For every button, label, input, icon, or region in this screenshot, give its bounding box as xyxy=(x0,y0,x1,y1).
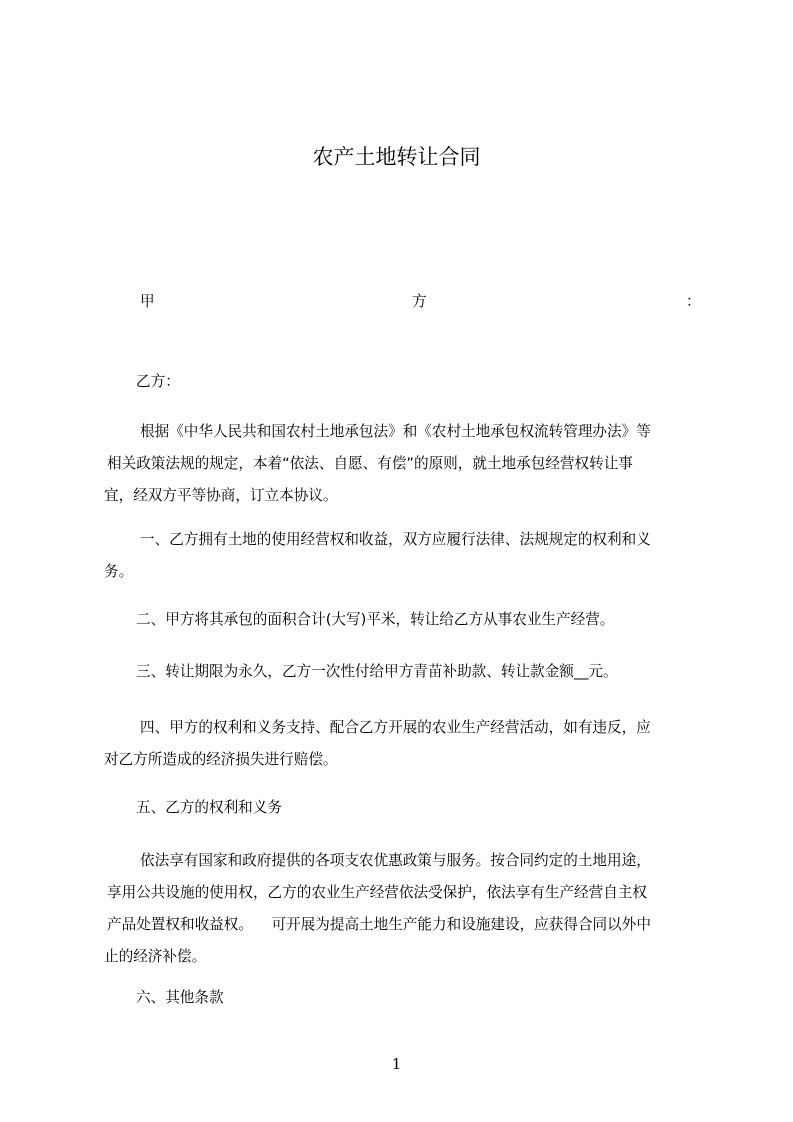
clause-line: 务。 xyxy=(104,563,134,580)
preamble-paragraph xyxy=(104,416,704,512)
page-number: 1 xyxy=(391,1055,402,1073)
clause-1 xyxy=(104,524,704,588)
preamble-line: 根据《中华人民共和国农村土地承包法》和《农村土地承包权流转管理办法》等 xyxy=(140,423,651,440)
party-a-colon: ： xyxy=(686,293,701,310)
document-title: 农产土地转让合同 xyxy=(312,145,481,169)
clause-line: 一、乙方拥有土地的使用经营权和收益，双方应履行法律、法规规定的权利和义 xyxy=(140,531,651,548)
clause-2: 二、甲方将其承包的面积合计(大写)平米，转让给乙方从事农业生产经营。 xyxy=(136,611,615,628)
clause-line: 享用公共设施的使用权，乙方的农业生产经营依法受保护，依法享有生产经营自主权 xyxy=(107,884,647,901)
clause-line: 依法享有国家和政府提供的各项支农优惠政策与服务。按合同约定的土地用途， xyxy=(140,852,651,869)
party-a-char1: 甲 xyxy=(140,293,155,310)
clause-5-body xyxy=(104,845,704,973)
preamble-line: 宜，经双方平等协商，订立本协议。 xyxy=(104,487,338,504)
clause-5-heading: 五、乙方的权利和义务 xyxy=(136,799,282,816)
party-a-char2: 方 xyxy=(412,293,427,310)
clause-line: 止的经济补偿。 xyxy=(104,948,207,965)
party-b-line: 乙方： xyxy=(136,373,180,390)
clause-3: 三、转让期限为永久，乙方一次性付给甲方青苗补助款、转让款金额__元。 xyxy=(136,663,618,680)
preamble-line: 相关政策法规的规定，本着“依法、自愿、有偿”的原则，就土地承包经营权转让事 xyxy=(107,455,633,472)
clause-line: 产品处置权和收益权。 可开展为提高土地生产能力和设施建设，应获得合同以外中 xyxy=(107,916,651,933)
clause-line: 四、甲方的权利和义务支持、配合乙方开展的农业生产经营活动，如有违反，应 xyxy=(140,719,651,736)
clause-6-heading: 六、其他条款 xyxy=(136,989,224,1006)
clause-line: 对乙方所造成的经济损失进行赔偿。 xyxy=(104,751,338,768)
party-a-line xyxy=(104,288,704,316)
clause-4 xyxy=(104,712,704,776)
